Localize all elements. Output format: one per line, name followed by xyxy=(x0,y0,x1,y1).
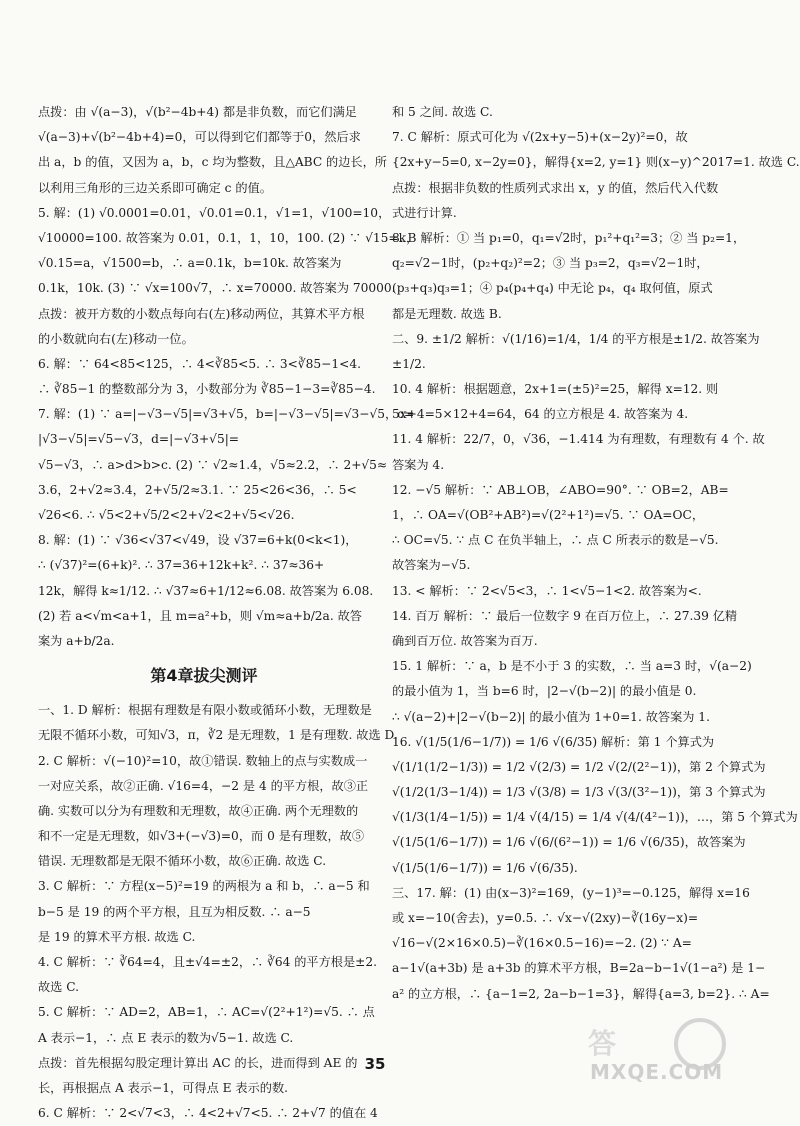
text-line: 4. C 解析：∵ ∛64=4，且±√4=±2，∴ ∛64 的平方根是±2. xyxy=(38,955,378,969)
text-line: 16. √(1/5(1/6−1/7)) = 1/6 √(6/35) 解析：第 1 个算式为 xyxy=(392,734,715,749)
text-line: ∴ ∛85−1 的整数部分为 3，小数部分为 ∛85−1−3=∛85−4. xyxy=(38,382,376,397)
text-line: √(1/5(1/6−1/7)) = 1/6 √(6/(6²−1)) = 1/6 √(6/35)，故答案为 xyxy=(392,835,746,850)
text-line: 故答案为−√5. xyxy=(392,558,471,573)
text-line: 确. 实数可以分为有理数和无理数，故④正确. 两个无理数的 xyxy=(38,803,359,818)
text-line: 3.6，2+√2≈3.4，2+√5/2≈3.1. ∵ 25<26<36，∴ 5< xyxy=(38,482,357,497)
text-line: 12k，解得 k≈1/12. ∴ √37≈6+1/12≈6.08. 故答案为 6.08. xyxy=(38,583,374,598)
text-line: √(a−3)+√(b²−4b+4)=0，可以得到它们都等于0，然后求 xyxy=(38,130,361,145)
text-line: √26<6. ∴ √5<2+√5/2<2+√2<2+√5<√26. xyxy=(38,508,295,522)
text-line: ±1/2. xyxy=(392,356,426,371)
text-line: ∴ (√37)²=(6+k)². ∴ 37=36+12k+k². ∴ 37≈36+ xyxy=(38,558,325,573)
text-line: 长，再根据点 A 表示−1，可得点 E 表示的数. xyxy=(38,1080,289,1095)
text-line: 三、17. 解：(1) 由(x−3)²=169，(y−1)³=−0.125，解得 x=16 xyxy=(392,885,750,900)
text-line: 0.1k，10k. (3) ∵ √x=100√7，∴ x=70000. 故答案为 70000. xyxy=(38,281,396,296)
text-line: 8. B 解析：① 当 p₁=0，q₁=√2时，p₁²+q₁²=3；② 当 p₂=1， xyxy=(392,230,746,245)
text-line: 点拨：由 √(a−3)，√(b²−4b+4) 都是非负数，而它们满足 xyxy=(38,105,357,119)
text-line: 11. 4 解析：22/7，0，√36，−1.414 为有理数，有理数有 4 个. 故 xyxy=(392,432,765,447)
text-line: 或 x=−10(舍去)，y=0.5. ∴ √x−√(2xy)−∛(16y−x)= xyxy=(392,911,699,925)
text-line: 错误. 无理数都是无限不循环小数，故⑥正确. 故选 C. xyxy=(38,854,327,869)
text-line: 8. 解：(1) ∵ √36<√37<√49，设 √37=6+k(0<k<1)， xyxy=(38,533,358,548)
text-line: √(1/3(1/4−1/5)) = 1/4 √(4/15) = 1/4 √(4/(4²−1))，…，第 5 个算式为 xyxy=(392,810,798,825)
text-line: ∴ √(a−2)+|2−√(b−2)| 的最小值为 1+0=1. 故答案为 1. xyxy=(392,709,710,724)
text-line: 2. C 解析：√(−10)²=10，故①错误. 数轴上的点与实数成一 xyxy=(38,753,368,768)
text-line: 点拨：首先根据勾股定理计算出 AC 的长，进而得到 AE 的 xyxy=(38,1055,358,1070)
text-line: a² 的立方根，∴ {a−1=2, 2a−b−1=3}，解得{a=3, b=2}. ∴ A= xyxy=(392,986,770,1001)
text-line: (2) 若 a<√m<a+1，且 m=a²+b，则 √m≈a+b/2a. 故答 xyxy=(38,608,362,623)
text-line: ∴ OC=√5. ∵ 点 C 在负半轴上，∴ 点 C 所表示的数是−√5. xyxy=(392,533,719,548)
text-line: √0.15=a，√1500=b，∴ a=0.1k，b=10k. 故答案为 xyxy=(38,256,342,271)
text-line: √(1/1(1/2−1/3)) = 1/2 √(2/3) = 1/2 √(2/(2²−1))，第 2 个算式为 xyxy=(392,759,766,774)
text-line: 以利用三角形的三边关系即可确定 c 的值。 xyxy=(38,180,272,195)
text-line: 7. C 解析：原式可化为 √(2x+y−5)+(x−2y)²=0，故 xyxy=(392,130,688,145)
text-line: 1，∴ OA=√(OB²+AB²)=√(2²+1²)=√5. ∵ OA=OC， xyxy=(392,508,705,522)
text-line: 5. 解：(1) √0.0001=0.01，√0.01=0.1，√1=1，√100=10， xyxy=(38,205,391,220)
chapter-title: 第4章拔尖测评 xyxy=(150,666,258,686)
text-line: 15. 1 解析：∵ a，b 是不小于 3 的实数，∴ 当 a=3 时，√(a−2) xyxy=(392,659,752,674)
text-line: 答案为 4. xyxy=(392,457,445,472)
text-line: 和 5 之间. 故选 C. xyxy=(392,105,493,119)
text-line: A 表示−1，∴ 点 E 表示的数为√5−1. 故选 C. xyxy=(38,1030,294,1045)
text-line: √16−√(2×16×0.5)−∛(16×0.5−16)=−2. (2) ∵ A= xyxy=(392,936,692,951)
text-line: 无限不循环小数，可知√3，π，∛2 是无理数，1 是有理数. 故选 D. xyxy=(38,728,398,743)
text-line: 12. −√5 解析：∵ AB⊥OB，∠ABO=90°. ∵ OB=2，AB= xyxy=(392,482,729,497)
text-line: 6. 解：∵ 64<85<125，∴ 4<∛85<5. ∴ 3<∛85−1<4. xyxy=(38,356,361,371)
text-line: 一、1. D 解析：根据有理数是有限小数或循环小数，无理数是 xyxy=(38,703,372,718)
text-line: 案为 a+b/2a. xyxy=(38,633,115,648)
text-line: 7. 解：(1) ∵ a=|−√3−√5|=√3+√5，b=|−√3−√5|=√3−√5，c= xyxy=(38,407,415,422)
text-line: 6. C 解析：∵ 2<√7<3，∴ 4<2+√7<5. ∴ 2+√7 的值在 4 xyxy=(38,1106,378,1121)
text-line: √10000=100. 故答案为 0.01，0.1，1，10，100. (2) ∵ √15=k， xyxy=(38,230,419,245)
text-line: 是 19 的算术平方根. 故选 C. xyxy=(38,929,196,944)
text-line: 14. 百万 解析：∵ 最后一位数字 9 在百万位上，∴ 27.39 亿精 xyxy=(392,608,738,623)
text-line: 5x+4=5×12+4=64，64 的立方根是 4. 故答案为 4. xyxy=(392,407,689,422)
text-line: 一对应关系，故②正确. √16=4，−2 是 4 的平方根，故③正 xyxy=(38,778,369,793)
watermark-glyph: 答 xyxy=(588,1027,617,1060)
text-line: 5. C 解析：∵ AD=2，AB=1，∴ AC=√(2²+1²)=√5. ∴ 点 xyxy=(38,1005,375,1020)
text-line: 故选 C. xyxy=(38,980,80,995)
text-line: 出 a，b 的值，又因为 a，b，c 均为整数，且△ABC 的边长，所 xyxy=(38,155,387,170)
text-line: √5−√3，∴ a>d>b>c. (2) ∵ √2≈1.4，√5≈2.2，∴ 2+√5≈ xyxy=(38,457,388,472)
text-line: a−1√(a+3b) 是 a+3b 的算术平方根，B=2a−b−1√(1−a²) 是 1− xyxy=(392,961,766,976)
text-line: {2x+y−5=0, x−2y=0}，解得{x=2, y=1} 则(x−y)^2017=1. 故选 C. xyxy=(392,155,800,170)
text-line: 3. C 解析：∵ 方程(x−5)²=19 的两根为 a 和 b，∴ a−5 和 xyxy=(38,879,370,894)
text-line: 13. < 解析：∵ 2<√5<3，∴ 1<√5−1<2. 故答案为<. xyxy=(392,583,702,598)
text-line: 10. 4 解析：根据题意，2x+1=(±5)²=25，解得 x=12. 则 xyxy=(392,382,719,397)
text-line: 点拨：根据非负数的性质列式求出 x，y 的值，然后代入代数 xyxy=(392,180,719,195)
text-line: q₂=√2−1时，(p₂+q₂)²=2；③ 当 p₃=2，q₃=√2−1时， xyxy=(392,256,709,271)
text-line: √(1/5(1/6−1/7)) = 1/6 √(6/35). xyxy=(392,860,578,875)
text-line: 的最小值为 1，当 b=6 时，|2−√(b−2)| 的最小值是 0. xyxy=(392,684,697,699)
right-column xyxy=(392,100,800,1007)
text-line: (p₃+q₃)q₃=1；④ p₄(p₄+q₄) 中无论 p₄，q₄ 取何值，原式 xyxy=(392,281,713,296)
page-number: 35 xyxy=(364,1055,386,1073)
text-line: 确到百万位. 故答案为百万. xyxy=(392,633,538,648)
watermark-text: MXQE.COM xyxy=(590,1060,724,1084)
text-line: 都是无理数. 故选 B. xyxy=(392,306,502,321)
text-line: 和不一定是无理数，如√3+(−√3)=0，而 0 是有理数，故⑤ xyxy=(38,829,365,844)
text-line: 式进行计算. xyxy=(392,205,457,220)
text-line: 点拨：被开方数的小数点每向右(左)移动两位，其算术平方根 xyxy=(38,306,365,321)
text-line: √(1/2(1/3−1/4)) = 1/3 √(3/8) = 1/3 √(3/(3²−1))，第 3 个算式为 xyxy=(392,785,766,800)
text-line: |√3−√5|=√5−√3，d=|−√3+√5|= xyxy=(38,432,240,447)
watermark-logo xyxy=(582,1016,732,1086)
text-line: 的小数就向右(左)移动一位。 xyxy=(38,331,194,346)
text-line: 二、9. ±1/2 解析：√(1/16)=1/4，1/4 的平方根是±1/2. 故答案为 xyxy=(392,331,760,346)
text-line: b−5 是 19 的两个平方根，且互为相反数. ∴ a−5 xyxy=(38,904,311,919)
